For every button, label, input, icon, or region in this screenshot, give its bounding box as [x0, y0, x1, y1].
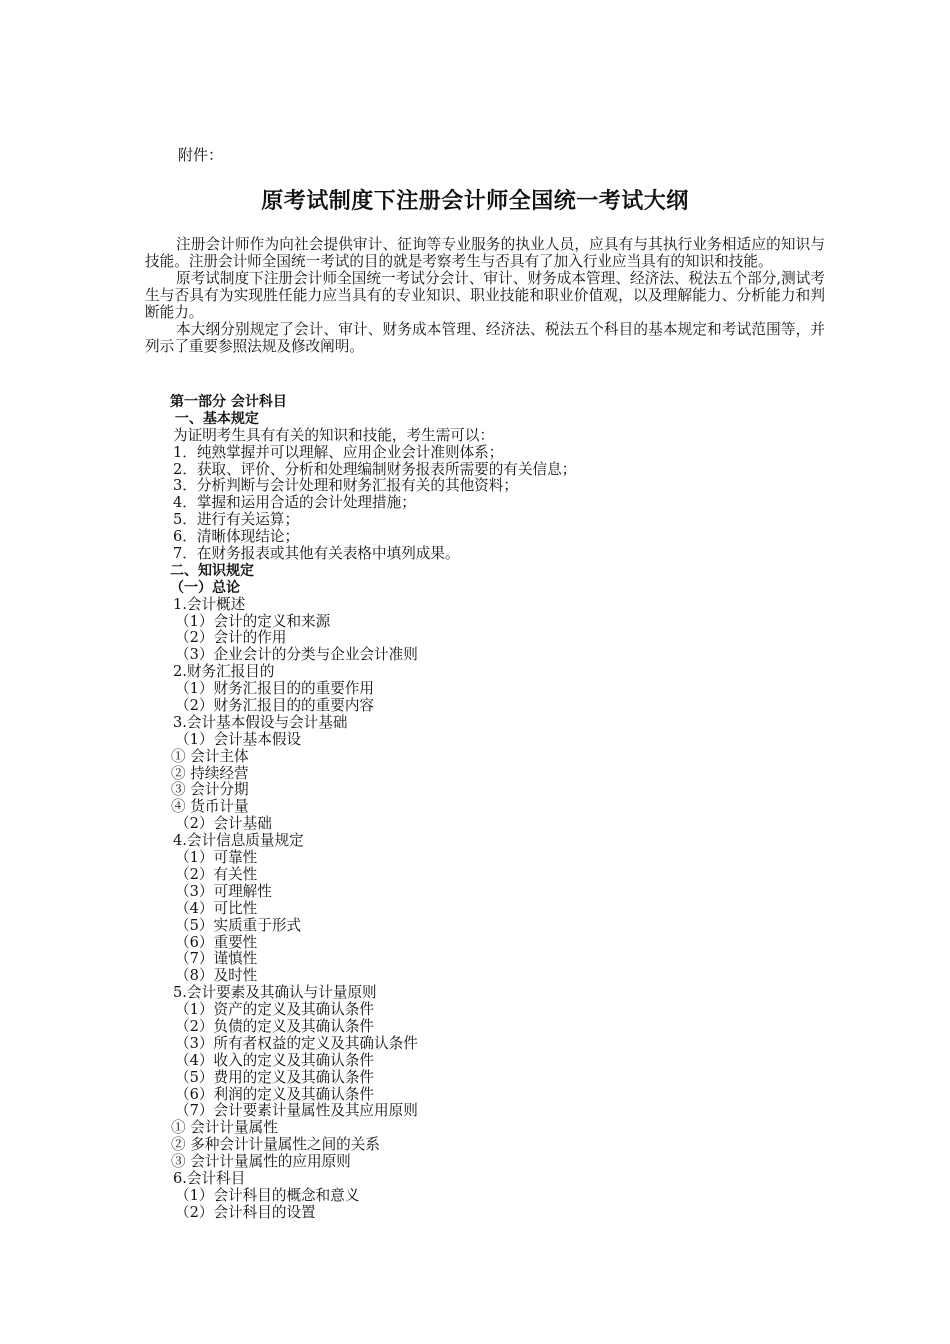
outline-line: （2）有关性	[175, 865, 258, 883]
outline-line: （5）实质重于形式	[175, 916, 302, 934]
attachment-label: 附件：	[178, 146, 224, 164]
outline-line: （2）会计的作用	[175, 629, 287, 647]
outline-line: （7）会计要素计量属性及其应用原则	[175, 1102, 418, 1120]
outline-line: （4）收入的定义及其确认条件	[175, 1051, 375, 1069]
outline-line: （4）可比性	[175, 899, 258, 917]
outline-line: ① 会计主体	[171, 747, 249, 765]
outline-line: （3）可理解性	[175, 882, 272, 900]
section-heading-basic: 一、基本规定	[170, 410, 259, 427]
outline-line: 5.会计要素及其确认与计量原则	[173, 984, 377, 1002]
outline-line: ③ 会计计量属性的应用原则	[171, 1153, 351, 1171]
subsection-heading-general: （一）总论	[170, 579, 240, 596]
outline-line: （6）重要性	[175, 933, 258, 951]
outline-line: 4.会计信息质量规定	[173, 832, 304, 850]
outline-line: （2）会计基础	[175, 815, 272, 833]
outline-line: （1）财务汇报目的的重要作用	[175, 680, 375, 698]
list-item: 6．清晰体现结论；	[173, 528, 300, 546]
outline-line: 3.会计基本假设与会计基础	[173, 713, 348, 731]
section-heading-knowledge: 二、知识规定	[170, 562, 254, 579]
list-item: 3．分析判断与会计处理和财务汇报有关的其他资料；	[173, 477, 518, 495]
outline-line: （1）会计基本假设	[175, 730, 302, 748]
outline-line: （2）负债的定义及其确认条件	[175, 1017, 375, 1035]
outline-line: 2.财务汇报目的	[173, 663, 275, 681]
outline-line: （3）所有者权益的定义及其确认条件	[175, 1034, 418, 1052]
outline-line: （3）企业会计的分类与企业会计准则	[175, 646, 418, 664]
outline-line: （1）会计科目的概念和意义	[175, 1186, 360, 1204]
outline-lines	[170, 597, 810, 1222]
outline-line: ① 会计计量属性	[171, 1119, 278, 1137]
intro-section	[145, 236, 825, 355]
outline-line: （1）会计的定义和来源	[175, 612, 331, 630]
list-item: 2．获取、评价、分析和处理编制财务报表所需要的有关信息；	[173, 460, 577, 478]
part-heading: 第一部分 会计科目	[170, 394, 287, 410]
intro-paragraph: 本大纲分别规定了会计、审计、财务成本管理、经济法、税法五个科目的基本规定和考试范围等，并列示了重要参照法规及修改阐明。	[145, 321, 825, 355]
list-item: 7．在财务报表或其他有关表格中填列成果。	[173, 545, 460, 563]
outline-line: （6）利润的定义及其确认条件	[175, 1085, 375, 1103]
outline-line: （8）及时性	[175, 967, 258, 985]
list-item: 5．进行有关运算；	[173, 511, 300, 529]
outline-line: ③ 会计分期	[171, 781, 249, 799]
outline-line: （1）可靠性	[175, 849, 258, 867]
outline-section	[170, 394, 810, 1222]
outline-line: ② 持续经营	[171, 764, 249, 782]
outline-line: （7）谨慎性	[175, 950, 258, 968]
list-item: 4．掌握和运用合适的会计处理措施；	[173, 494, 416, 512]
list-item: 1．纯熟掌握并可以理解、应用企业会计准则体系；	[173, 443, 504, 461]
outline-line: 6.会计科目	[173, 1169, 246, 1187]
intro-paragraph: 原考试制度下注册会计师全国统一考试分会计、审计、财务成本管理、经济法、税法五个部分,测试考生与否具有为实现胜任能力应当具有的专业知识、职业技能和职业价值观，以及理解能力、分析能力和判断能力。	[145, 270, 825, 321]
outline-line: （2）会计科目的设置	[175, 1203, 316, 1221]
outline-line: ④ 货币计量	[171, 798, 249, 816]
intro-paragraph: 注册会计师作为向社会提供审计、征询等专业服务的执业人员，应具有与其执行业务相适应的知识与技能。注册会计师全国统一考试的目的就是考察考生与否具有了加入行业应当具有的知识和技能。	[145, 236, 825, 270]
outline-line: 1.会计概述	[173, 595, 246, 613]
outline-line: （2）财务汇报目的的重要内容	[175, 697, 375, 715]
outline-line: （5）费用的定义及其确认条件	[175, 1068, 375, 1086]
document-title: 原考试制度下注册会计师全国统一考试大纲	[261, 189, 689, 214]
outline-line: ② 多种会计计量属性之间的关系	[171, 1136, 380, 1154]
outline-line: （1）资产的定义及其确认条件	[175, 1001, 375, 1019]
basic-intro: 为证明考生具有有关的知识和技能，考生需可以：	[173, 426, 495, 444]
